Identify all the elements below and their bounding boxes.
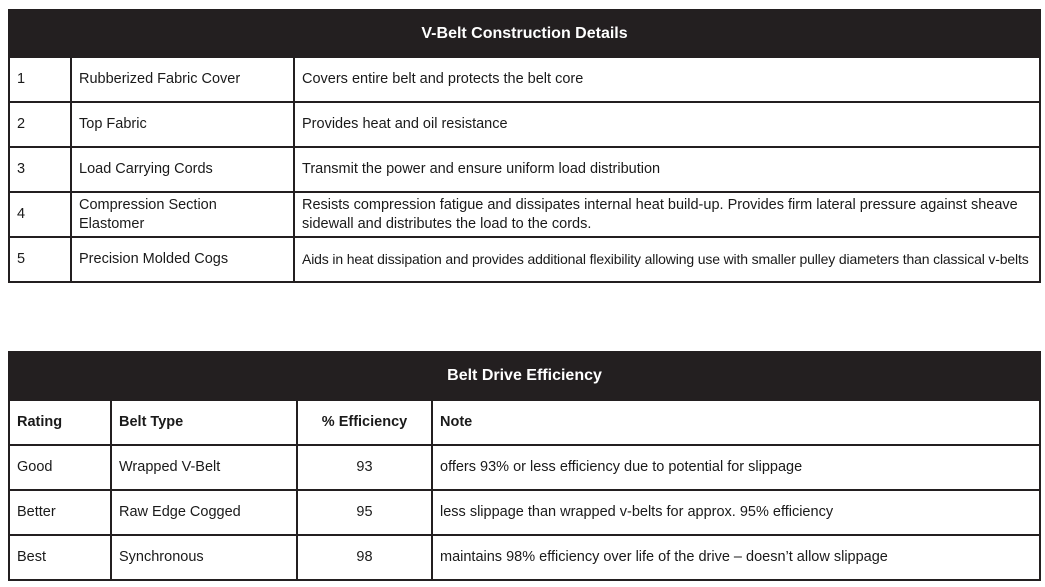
efficiency-cell: 93 xyxy=(297,445,432,490)
rating-cell: Good xyxy=(9,445,111,490)
component-name: Compression Section Elastomer xyxy=(71,192,294,237)
table-row xyxy=(9,237,1040,282)
table-row xyxy=(9,102,1040,147)
construction-table-title: V-Belt Construction Details xyxy=(9,10,1040,57)
table-row xyxy=(9,445,1040,490)
row-number: 1 xyxy=(9,57,71,102)
column-header-note: Note xyxy=(432,400,1040,445)
note-cell: maintains 98% efficiency over life of the drive – doesn’t allow slippage xyxy=(432,535,1040,580)
component-name: Top Fabric xyxy=(71,102,294,147)
rating-cell: Best xyxy=(9,535,111,580)
column-header-belt-type: Belt Type xyxy=(111,400,297,445)
efficiency-table-title: Belt Drive Efficiency xyxy=(9,352,1040,400)
construction-details-table xyxy=(8,9,1041,283)
row-number: 3 xyxy=(9,147,71,192)
belt-type-cell: Raw Edge Cogged xyxy=(111,490,297,535)
row-number: 4 xyxy=(9,192,71,237)
component-name: Rubberized Fabric Cover xyxy=(71,57,294,102)
rating-cell: Better xyxy=(9,490,111,535)
table-row xyxy=(9,147,1040,192)
table-row xyxy=(9,490,1040,535)
belt-type-cell: Synchronous xyxy=(111,535,297,580)
component-description: Resists compression fatigue and dissipates internal heat build-up. Provides firm lateral pressure against sheave sidewall and distributes the load to the cords. xyxy=(294,192,1040,237)
belt-type-cell: Wrapped V-Belt xyxy=(111,445,297,490)
efficiency-cell: 95 xyxy=(297,490,432,535)
column-header-efficiency: % Efficiency xyxy=(297,400,432,445)
table-row xyxy=(9,57,1040,102)
column-header-row xyxy=(9,400,1040,445)
note-cell: offers 93% or less efficiency due to potential for slippage xyxy=(432,445,1040,490)
component-description: Transmit the power and ensure uniform load distribution xyxy=(294,147,1040,192)
table-row xyxy=(9,535,1040,580)
table-row xyxy=(9,192,1040,237)
efficiency-cell: 98 xyxy=(297,535,432,580)
column-header-rating: Rating xyxy=(9,400,111,445)
component-description: Provides heat and oil resistance xyxy=(294,102,1040,147)
component-name: Precision Molded Cogs xyxy=(71,237,294,282)
note-cell: less slippage than wrapped v-belts for approx. 95% efficiency xyxy=(432,490,1040,535)
component-description: Covers entire belt and protects the belt core xyxy=(294,57,1040,102)
row-number: 5 xyxy=(9,237,71,282)
belt-drive-efficiency-table xyxy=(8,351,1041,581)
component-description: Aids in heat dissipation and provides additional flexibility allowing use with smaller pulley diameters than classical v-belts xyxy=(294,237,1040,282)
row-number: 2 xyxy=(9,102,71,147)
component-name: Load Carrying Cords xyxy=(71,147,294,192)
